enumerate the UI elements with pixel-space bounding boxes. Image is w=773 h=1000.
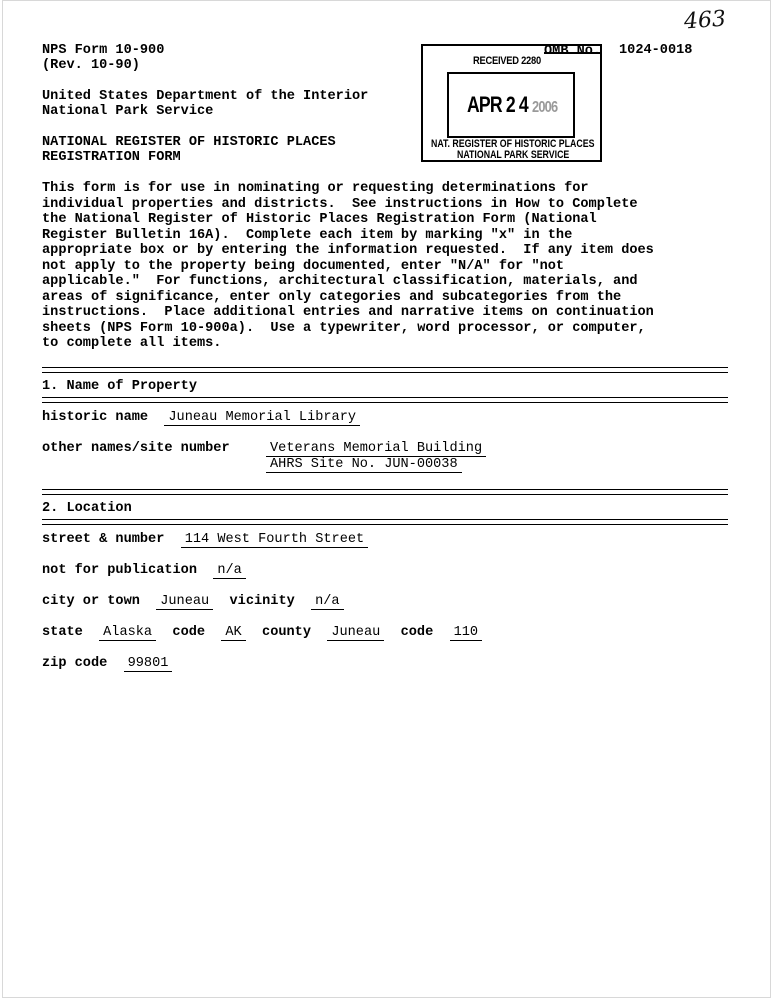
city-field bbox=[42, 594, 344, 610]
state-label: state bbox=[42, 625, 83, 640]
county-code-label: code bbox=[400, 625, 434, 640]
other-name-2-value: AHRS Site No. JUN-00038 bbox=[266, 457, 462, 473]
section-divider bbox=[42, 397, 728, 403]
section-divider bbox=[42, 367, 728, 373]
zip-value: 99801 bbox=[124, 656, 173, 672]
instructions-line: to complete all items. bbox=[42, 336, 222, 351]
other-name-2-field bbox=[266, 457, 462, 473]
form-title-line1: NATIONAL REGISTER OF HISTORIC PLACES bbox=[42, 135, 336, 150]
zip-label: zip code bbox=[42, 656, 108, 671]
street-label: street & number bbox=[42, 532, 165, 547]
stamp-date bbox=[467, 92, 557, 118]
instructions-line: sheets (NPS Form 10-900a). Use a typewriter, word processor, or computer, bbox=[42, 320, 646, 336]
section-divider bbox=[42, 519, 728, 525]
historic-name-field bbox=[42, 410, 360, 426]
state-code-label: code bbox=[172, 625, 206, 640]
city-value: Juneau bbox=[156, 594, 213, 610]
received-stamp bbox=[421, 44, 602, 162]
instructions-line: Register Bulletin 16A). Complete each item by marking "x" in the bbox=[42, 227, 573, 243]
stamp-date-month-day: APR 2 4 bbox=[467, 92, 528, 117]
stamp-footer-line2: NATIONAL PARK SERVICE bbox=[457, 149, 570, 161]
not-for-publication-value: n/a bbox=[213, 563, 245, 579]
stamp-footer-line1: NAT. REGISTER OF HISTORIC PLACES bbox=[431, 138, 595, 150]
vicinity-value: n/a bbox=[311, 594, 343, 610]
instructions-line: instructions. Place additional entries and narrative items on continuation bbox=[42, 305, 654, 320]
other-name-1-value: Veterans Memorial Building bbox=[266, 441, 486, 457]
street-field bbox=[42, 532, 368, 548]
other-names-label: other names/site number bbox=[42, 441, 230, 456]
state-value: Alaska bbox=[99, 625, 156, 641]
section2-heading: 2. Location bbox=[42, 501, 132, 516]
form-revision: (Rev. 10-90) bbox=[42, 58, 140, 73]
department-line: United States Department of the Interior bbox=[42, 89, 369, 104]
state-code-value: AK bbox=[221, 625, 245, 641]
agency-line: National Park Service bbox=[42, 104, 214, 119]
vicinity-label: vicinity bbox=[229, 594, 295, 609]
city-label: city or town bbox=[42, 594, 140, 609]
form-number: NPS Form 10-900 bbox=[42, 43, 165, 58]
state-county-field bbox=[42, 625, 482, 641]
county-code-value: 110 bbox=[450, 625, 482, 641]
street-value: 114 West Fourth Street bbox=[181, 532, 368, 548]
form-title-line2: REGISTRATION FORM bbox=[42, 150, 181, 165]
stamp-received-text: RECEIVED 2280 bbox=[473, 55, 541, 67]
instructions-line: This form is for use in nominating or requesting determinations for bbox=[42, 181, 589, 196]
section1-heading: 1. Name of Property bbox=[42, 379, 197, 394]
instructions-line: individual properties and districts. See instructions in How to Complete bbox=[42, 196, 638, 212]
not-for-publication-label: not for publication bbox=[42, 563, 197, 578]
historic-name-value: Juneau Memorial Library bbox=[164, 410, 360, 426]
omb-label: OMB No. bbox=[544, 44, 602, 59]
instructions-line: not apply to the property being documented, enter "N/A" for "not bbox=[42, 258, 565, 274]
instructions-line: areas of significance, enter only categories and subcategories from the bbox=[42, 289, 622, 305]
instructions-line: applicable." For functions, architectural classification, materials, and bbox=[42, 274, 638, 289]
instructions-line: the National Register of Historic Places Registration Form (National bbox=[42, 212, 597, 227]
other-name-1-field bbox=[266, 441, 486, 457]
instructions-line: appropriate box or by entering the information requested. If any item does bbox=[42, 243, 654, 258]
omb-number: 1024-0018 bbox=[619, 43, 693, 58]
handwritten-page-number: 463 bbox=[683, 6, 727, 35]
instructions-paragraph bbox=[42, 181, 742, 352]
section-divider bbox=[42, 489, 728, 495]
county-value: Juneau bbox=[327, 625, 384, 641]
not-for-publication-field bbox=[42, 563, 246, 579]
stamp-date-year: 2006 bbox=[532, 99, 558, 116]
zip-field bbox=[42, 656, 172, 672]
historic-name-label: historic name bbox=[42, 410, 149, 425]
county-label: county bbox=[262, 625, 311, 640]
